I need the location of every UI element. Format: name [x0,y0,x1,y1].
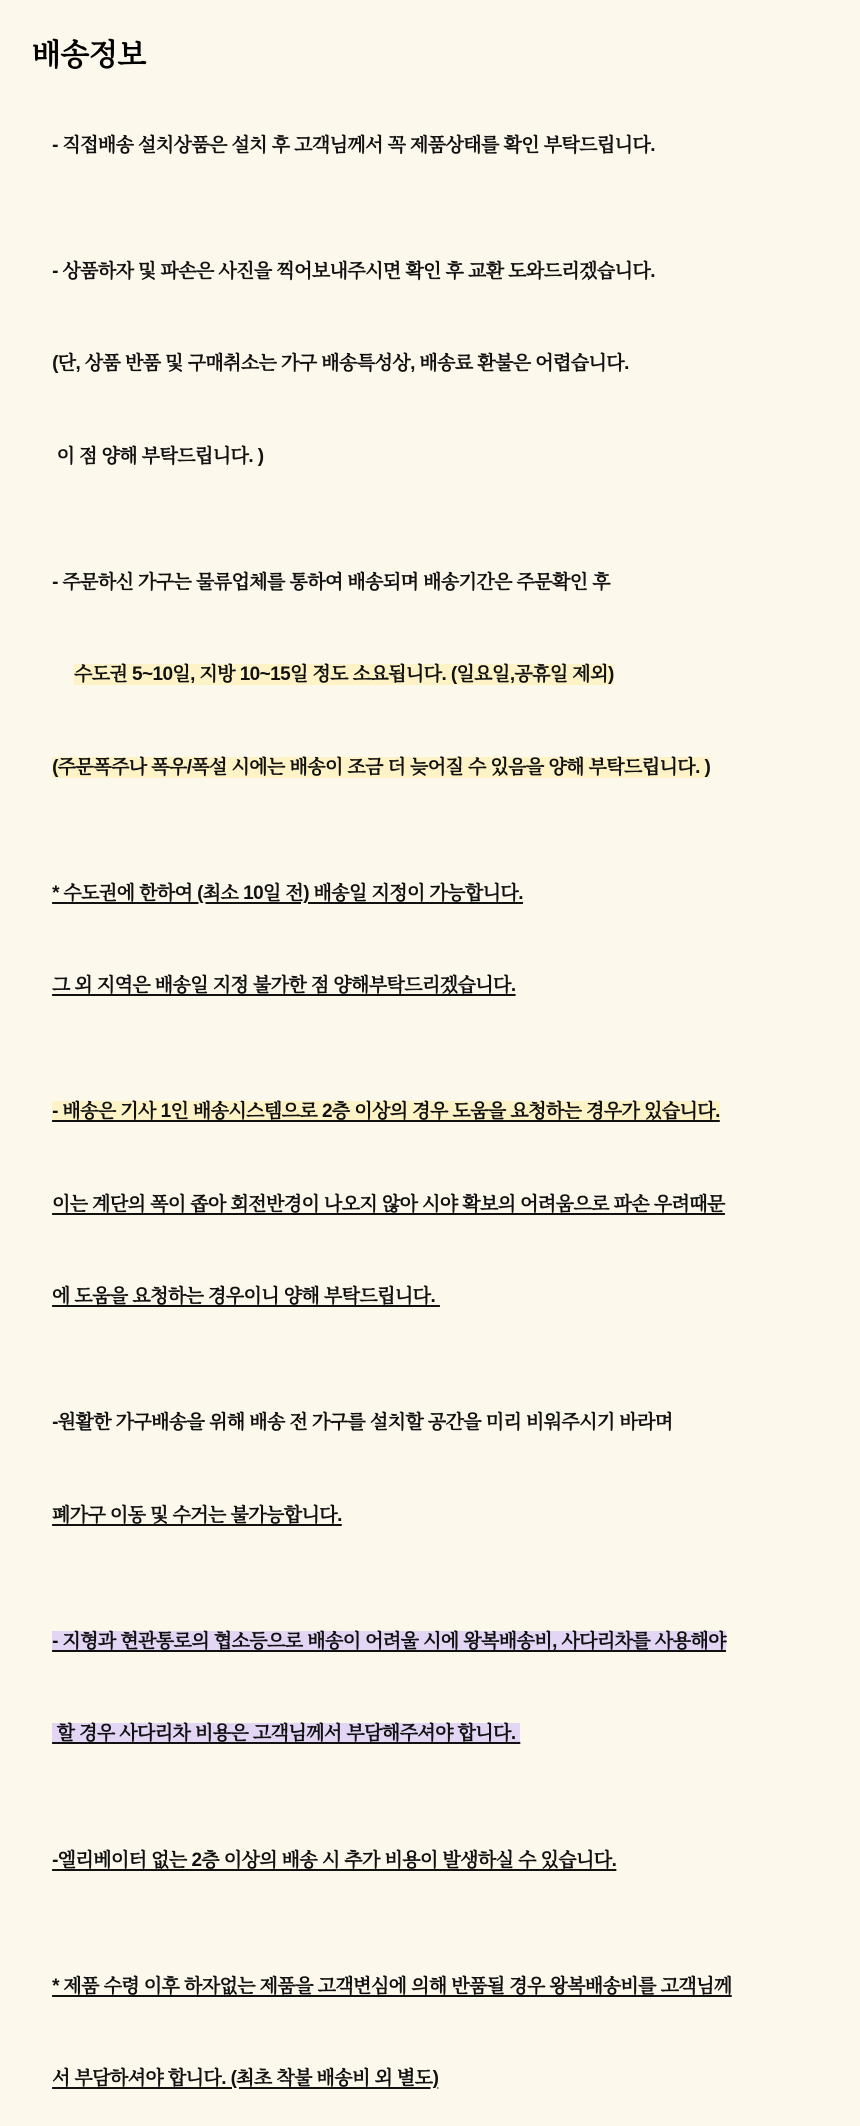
text-segment: (단, 상품 반품 및 구매취소는 가구 배송특성상, 배송료 환불은 어렵습니다. [52,353,629,375]
text-segment: 이 점 양해 부탁드립니다. ) [52,445,264,467]
text-segment: -원활한 가구배송을 위해 배송 전 가구를 설치할 공간을 미리 비워주시기 바라며 [52,1412,673,1434]
text-segment-underlined: * 제품 수령 이후 하자없는 제품을 고객변심에 의해 반품될 경우 왕복배송비를 고객님께 [52,1975,732,1997]
text-segment-underlined: 그 외 지역은 배송일 지정 불가한 점 양해부탁드리겠습니다. [52,975,516,997]
section-delivery-period [24,537,836,814]
section-space-clearing [24,1378,836,1563]
section-direct-delivery [24,100,836,192]
text-line [24,722,836,814]
text-line [24,100,836,192]
text-line [24,1688,836,1780]
text-line [24,1470,836,1562]
text-line [24,1159,836,1251]
text-segment-underlined: 서 부담하셔야 합니다. (최초 착불 배송비 외 별도) [52,2068,439,2090]
text-line [24,629,836,721]
section-date-designation [24,848,836,1033]
text-segment-underlined: 이는 계단의 폭이 좁아 회전반경이 나오지 않아 시야 확보의 어려움으로 파손 우려때문 [52,1193,725,1215]
text-line [24,940,836,1032]
text-segment-underlined: -엘리베이터 없는 2층 이상의 배송 시 추가 비용이 발생하실 수 있습니다. [52,1849,617,1871]
text-line [24,1596,836,1688]
text-segment-highlighted: 수도권 5~10일, 지방 10~15일 정도 소요됩니다. (일요일,공휴일 제외) [74,664,614,686]
text-segment-highlighted: 할 경우 사다리차 비용은 고객님께서 부담해주셔야 합니다. [52,1723,521,1745]
text-line [24,1378,836,1470]
text-segment-underlined: 에 도움을 요청하는 경우이니 양해 부탁드립니다. [52,1286,440,1308]
text-line [24,848,836,940]
text-segment: - 직접배송 설치상품은 설치 후 고객님께서 꼭 제품상태를 확인 부탁드립니다. [52,134,655,156]
text-line [24,226,836,318]
page-title: 배송정보 [32,39,146,72]
text-segment-highlighted: (주문폭주나 폭우/폭설 시에는 배송이 조금 더 늦어질 수 있음을 양해 부탁드립니다. ) [52,756,711,778]
text-line [24,1941,836,2033]
section-change-of-mind-return [24,1941,836,2126]
text-line [24,1067,836,1159]
text-segment-highlighted: - 지형과 현관통로의 협소등으로 배송이 어려울 시에 왕복배송비, 사다리차를 사용해야 [52,1630,726,1652]
text-line [24,411,836,503]
section-no-elevator [24,1815,836,1907]
text-segment-underlined: * 수도권에 한하여 (최소 10일 전) 배송일 지정이 가능합니다. [52,882,523,904]
text-line [24,1251,836,1343]
section-damage-exchange [24,226,836,503]
section-ladder-truck [24,1596,836,1781]
text-segment: - 상품하자 및 파손은 사진을 찍어보내주시면 확인 후 교환 도와드리겠습니다. [52,261,655,283]
text-segment-highlighted: - 배송은 기사 1인 배송시스템으로 2층 이상의 경우 도움을 요청하는 경우가 있습니다. [52,1101,720,1123]
text-line [24,1815,836,1907]
text-line [24,2033,836,2125]
text-segment: - 주문하신 가구는 물류업체를 통하여 배송되며 배송기간은 주문확인 후 [52,571,611,593]
text-segment-underlined: 폐가구 이동 및 수거는 불가능합니다. [52,1504,342,1526]
text-line [24,319,836,411]
text-line [24,537,836,629]
section-one-person-delivery [24,1067,836,1344]
